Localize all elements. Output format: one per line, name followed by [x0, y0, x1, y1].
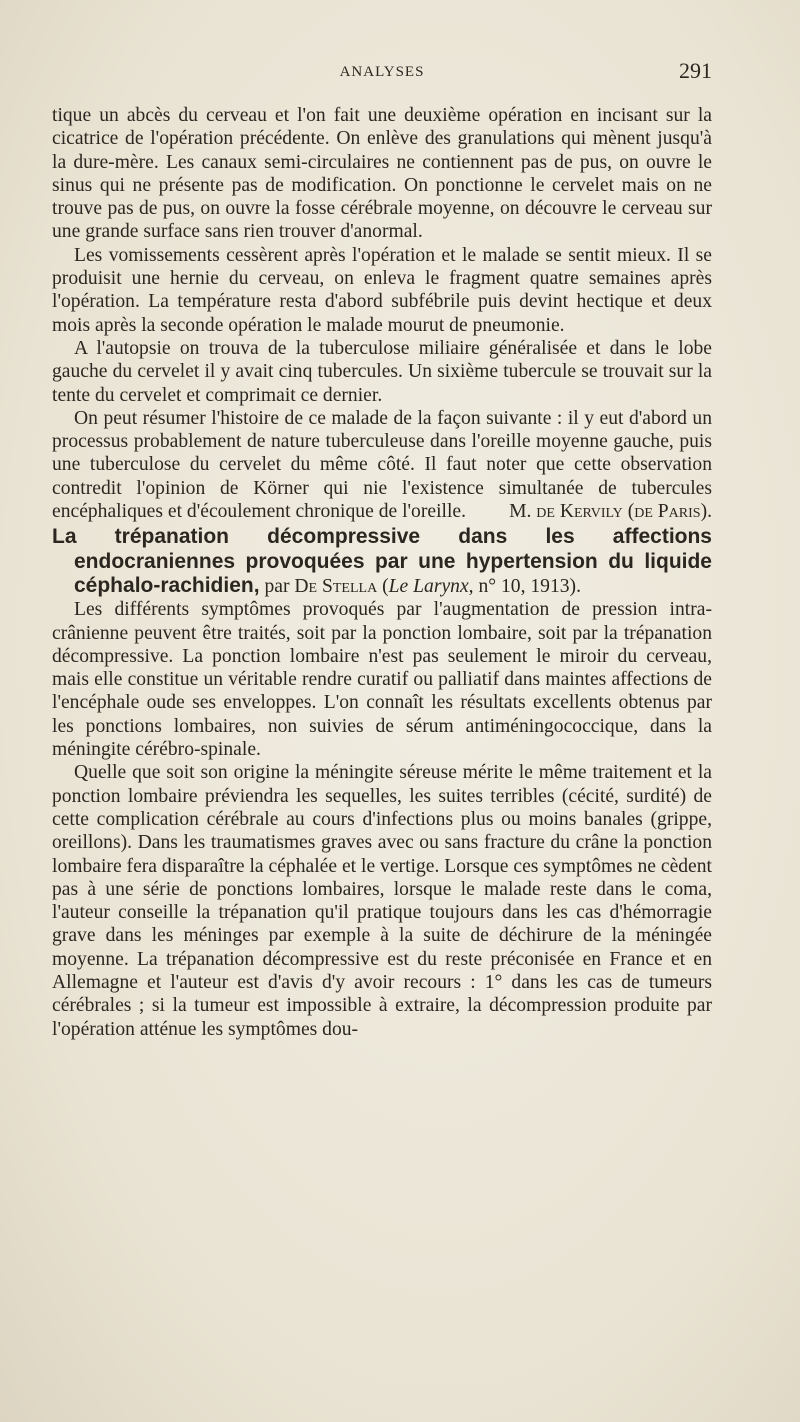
page-number: 291 [679, 58, 712, 83]
article-open-paren: ( [377, 575, 389, 597]
text-body [52, 104, 712, 1041]
paragraph: Quelle que soit son origine la méningite séreuse mérite le même traitement et la ponction lombaire préviendra les sequelles, les suites terribles (cécité, surdité) de cette complication cérébrale au cours d'infections plus ou moins banales (grippe, oreillons). Dans les traumatismes graves avec ou sans fracture du crâne la ponction lombaire fera disparaître la céphalée et le vertige. Lorsque ces symptômes ne cèdent pas à une série de ponctions lombaires, lorsque le malade reste dans le coma, l'auteur conseille la trépanation qu'il pratique toujours dans les cas d'hémorragie grave dans les méninges par exemple à la suite de déchirure de la méningée moyenne. La trépanation décompressive est du reste préconisée en France et en Allemagne et l'auteur est d'avis d'y avoir recours : 1° dans les cas de tumeurs cérébrales ; si la tumeur est impossible à extraire, la décompression produite par l'opération atténue les symptômes dou- [52, 762, 712, 1040]
article-journal: Le Larynx, [388, 575, 474, 597]
paragraph: Les vomissements cessèrent après l'opération et le malade se sentit mieux. Il se produisit une hernie du cerveau, on enleva le fragment quatre semaines après l'opération. La température resta d'abord subfébrile puis devint hectique et deux mois après la seconde opération le malade mourut de pneumonie. [52, 244, 712, 336]
paragraph [52, 407, 712, 523]
author-signature: M. de Kervily (de Paris). [509, 501, 712, 523]
paragraph-text: On peut résumer l'histoire de ce malade de la façon suivante : il y eut d'abord un processus probablement de nature tuberculeuse dans l'oreille moyenne gauche, puis une tuberculose du cervelet du même côté. Il faut noter que cette observation contredit l'opinion de Körner qui nie l'existence simultanée de tubercules encéphaliques et d'écoulement chronique de l'oreille. [52, 407, 712, 523]
running-head: ANALYSES [339, 64, 425, 80]
paragraph: Les différents symptômes provoqués par l'augmentation de pression intra-crânienne peuvent être traités, soit par la ponction lombaire, soit par la trépanation décompressive. La ponction lombaire n'est pas seulement le miroir du cerveau, mais elle constitue un véritable rendre curatif ou palliatif dans maintes affections de l'encéphale oude ses enveloppes. L'on connaît les résultats excellents obtenus par les ponctions lombaires, non suivies de sérum antiméningococcique, dans la méningite cérébro-spinale. [52, 599, 712, 761]
paragraph: A l'autopsie on trouva de la tuberculose miliaire généralisée et dans le lobe gauche du cervelet il y avait cinq tubercules. Un sixième tubercule se trouvait sur la tente du cervelet et comprimait ce dernier. [52, 337, 712, 406]
article-author: De Stella [294, 575, 378, 597]
article-title: La trépanation décompressive dans les affections endocraniennes provoquées par une hypertension du liquide céphalo-rachidien, [52, 525, 712, 597]
article-heading [52, 525, 712, 598]
article-by: par [259, 575, 295, 597]
page-header [52, 58, 712, 88]
paragraph: tique un abcès du cerveau et l'on fait une deuxième opération en incisant sur la cicatrice de l'opération précédente. On enlève des granulations qui mènent jusqu'à la dure-mère. Les canaux semi-circulaires ne contiennent pas de pus, on ouvre le sinus qui ne présente pas de modification. On ponctionne le cervelet mais on ne trouve pas de pus, on ouvre la fosse cérébrale moyenne, on découvre le cerveau sur une grande surface sans rien trouver d'anormal. [52, 105, 712, 243]
article-issue: n° 10, 1913). [473, 575, 581, 597]
